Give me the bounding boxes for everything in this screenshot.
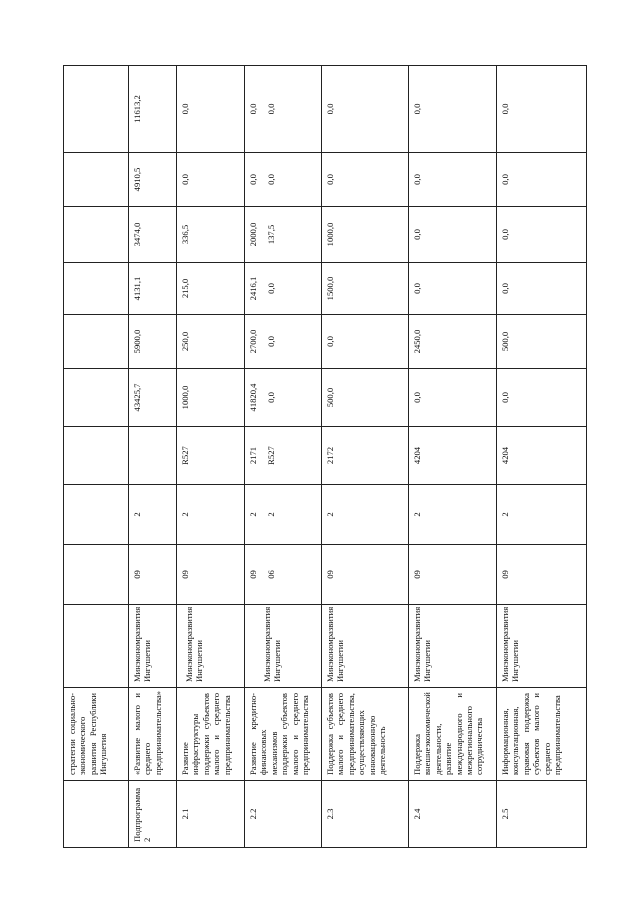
row-value-main: 2000,0 xyxy=(248,222,258,247)
row-value-2: 500,0 xyxy=(497,315,587,369)
budget-table xyxy=(63,65,587,848)
row-value-3: 0,0 xyxy=(497,263,587,315)
row-value-6 xyxy=(245,66,322,153)
row-value-5: 4910,5 xyxy=(129,153,177,207)
row-name: Информационная, консультационная, правовая поддержка субъектов малого и среднего предпринимательства xyxy=(497,688,587,781)
row-executor xyxy=(177,605,245,688)
row-grbs: 09 xyxy=(177,545,245,605)
row-name: Поддержка субъектов малого и среднего предпринимательства, осуществляющих инновационную деятельность xyxy=(322,688,409,781)
row-value-6: 0,0 xyxy=(497,66,587,153)
row-csr-sub: R527 xyxy=(266,446,277,465)
row-name: Поддержка внешнеэкономической деятельности, развитие международного и межрегионального сотрудничества xyxy=(409,688,497,781)
row-name: «Развитие малого и среднего предпринимательства» xyxy=(129,688,177,781)
row-value-sub: 137,5 xyxy=(266,224,277,245)
row-grbs xyxy=(64,545,129,605)
row-value-5 xyxy=(64,153,129,207)
row-grbs-main: 09 xyxy=(248,570,258,579)
row-value-2: 2450,0 xyxy=(409,315,497,369)
row-value-3: 0,0 xyxy=(409,263,497,315)
row-value-main: 0,0 xyxy=(248,103,258,115)
row-value-2 xyxy=(245,315,322,369)
row-executor: Минэкономразвития Ингушетии xyxy=(322,605,409,688)
row-name: стратегии социально-экономического развития Республики Ингушетия xyxy=(64,688,129,781)
row-value-4: 1000,0 xyxy=(322,207,409,263)
row-value-3: 4131,1 xyxy=(129,263,177,315)
row-number: Подпрограмма 2 xyxy=(129,781,177,848)
row-grbs xyxy=(245,545,322,605)
row-value-4: 3474,0 xyxy=(129,207,177,263)
row-value-2 xyxy=(64,315,129,369)
row-csr: 4204 xyxy=(497,427,587,485)
row-value-1: 500,0 xyxy=(322,369,409,427)
row-rz: 2 xyxy=(497,485,587,545)
row-value-2: 0,0 xyxy=(322,315,409,369)
row-executor xyxy=(64,605,129,688)
row-value-2: 5900,0 xyxy=(129,315,177,369)
row-csr xyxy=(129,427,177,485)
row-value-5: 0,0 xyxy=(497,153,587,207)
row-value-6: 11613,2 xyxy=(129,66,177,153)
row-value-3 xyxy=(245,263,322,315)
row-executor-text: Минэкономразвития Ингушетии xyxy=(184,606,205,682)
row-value-4: 0,0 xyxy=(409,207,497,263)
row-value-1: 43425,7 xyxy=(129,369,177,427)
row-rz: 2 xyxy=(129,485,177,545)
row-name: Развитие инфраструктуры поддержки субъектов малого и среднего предпринимательства xyxy=(177,688,245,781)
row-value-4: 0,0 xyxy=(497,207,587,263)
row-value-6 xyxy=(64,66,129,153)
table-row xyxy=(64,66,129,848)
row-value-6: 0,0 xyxy=(409,66,497,153)
table-row xyxy=(177,66,245,848)
row-number: 2.2 xyxy=(245,781,322,848)
table-row xyxy=(129,66,177,848)
row-rz: 2 xyxy=(177,485,245,545)
row-value-1: 1000,0 xyxy=(177,369,245,427)
row-grbs: 09 xyxy=(497,545,587,605)
row-value-1: 0,0 xyxy=(497,369,587,427)
row-value-6: 0,0 xyxy=(177,66,245,153)
row-value-sub: 0,0 xyxy=(266,103,277,115)
row-value-5: 0,0 xyxy=(177,153,245,207)
row-value-4 xyxy=(64,207,129,263)
row-value-main: 2416,1 xyxy=(248,276,258,301)
row-number: 2.4 xyxy=(409,781,497,848)
table-row xyxy=(409,66,497,848)
row-rz-sub: 2 xyxy=(266,512,277,517)
row-number xyxy=(64,781,129,848)
row-csr xyxy=(64,427,129,485)
row-grbs: 09 xyxy=(322,545,409,605)
row-value-3 xyxy=(64,263,129,315)
row-value-main: 0,0 xyxy=(248,174,258,185)
row-csr xyxy=(245,427,322,485)
rotated-table-wrapper xyxy=(63,66,586,848)
row-executor-text: Минэкономразвития Ингушетии xyxy=(262,606,283,682)
row-value-sub: 0,0 xyxy=(266,174,277,185)
row-value-sub: 0,0 xyxy=(266,392,277,403)
row-value-1 xyxy=(64,369,129,427)
row-csr: 4204 xyxy=(409,427,497,485)
row-value-4 xyxy=(245,207,322,263)
row-value-3: 1500,0 xyxy=(322,263,409,315)
row-value-6: 0,0 xyxy=(322,66,409,153)
row-value-1 xyxy=(245,369,322,427)
row-csr: 2172 xyxy=(322,427,409,485)
row-rz: 2 xyxy=(409,485,497,545)
row-grbs-sub: 06 xyxy=(266,570,277,579)
row-rz xyxy=(245,485,322,545)
row-grbs: 09 xyxy=(409,545,497,605)
row-value-1: 0,0 xyxy=(409,369,497,427)
table-row xyxy=(322,66,409,848)
row-value-2: 250,0 xyxy=(177,315,245,369)
table-row xyxy=(497,66,587,848)
row-value-5: 0,0 xyxy=(322,153,409,207)
row-rz: 2 xyxy=(322,485,409,545)
row-csr: R527 xyxy=(177,427,245,485)
row-value-5 xyxy=(245,153,322,207)
row-name: Развитие кредитно-финансовых механизмов поддержки субъектов малого и среднего предпринимательства xyxy=(245,688,322,781)
row-value-5: 0,0 xyxy=(409,153,497,207)
row-value-sub: 0,0 xyxy=(266,336,277,347)
row-grbs: 09 xyxy=(129,545,177,605)
row-value-3: 215,0 xyxy=(177,263,245,315)
row-value-main: 2700,0 xyxy=(248,329,258,354)
row-executor: Минэкономразвития Ингушетии xyxy=(497,605,587,688)
row-number: 2.1 xyxy=(177,781,245,848)
row-rz-main: 2 xyxy=(248,512,258,517)
row-csr-main: 2171 xyxy=(248,446,258,465)
row-value-4: 336,5 xyxy=(177,207,245,263)
row-number: 2.3 xyxy=(322,781,409,848)
table-row xyxy=(245,66,322,848)
row-value-sub: 0,0 xyxy=(266,283,277,294)
row-executor xyxy=(245,605,322,688)
row-executor: Минэкономразвития Ингушетии xyxy=(129,605,177,688)
row-rz xyxy=(64,485,129,545)
row-executor: Минэкономразвития Ингушетии xyxy=(409,605,497,688)
row-value-main: 41820,4 xyxy=(248,383,258,412)
row-number: 2.5 xyxy=(497,781,587,848)
